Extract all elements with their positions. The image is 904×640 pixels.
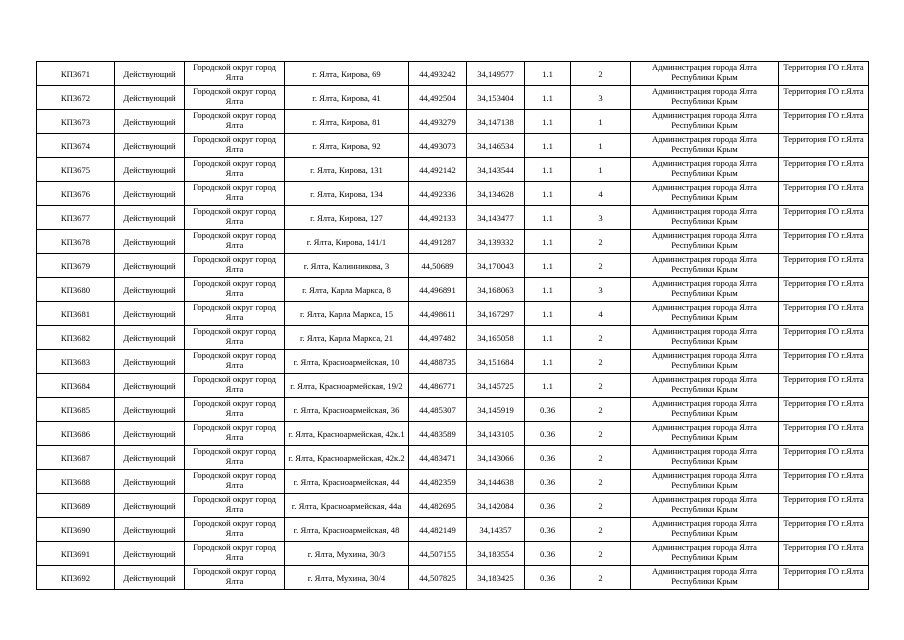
territory-cell: Территория ГО г.Ялта — [779, 350, 869, 374]
district-cell: Городской округ город Ялта — [185, 518, 285, 542]
latitude-cell: 44,483589 — [409, 422, 467, 446]
code-cell: КП3672 — [37, 86, 115, 110]
territory-cell: Территория ГО г.Ялта — [779, 542, 869, 566]
latitude-cell: 44,483471 — [409, 446, 467, 470]
latitude-cell: 44,50689 — [409, 254, 467, 278]
code-cell: КП3680 — [37, 278, 115, 302]
address-cell: г. Ялта, Карла Маркса, 21 — [285, 326, 409, 350]
longitude-cell: 34,143544 — [467, 158, 525, 182]
territory-cell: Территория ГО г.Ялта — [779, 110, 869, 134]
volume-cell: 0.36 — [525, 494, 571, 518]
district-cell: Городской округ город Ялта — [185, 470, 285, 494]
code-cell: КП3686 — [37, 422, 115, 446]
owner-cell: Администрация города Ялта Республики Крым — [631, 110, 779, 134]
territory-cell: Территория ГО г.Ялта — [779, 326, 869, 350]
count-cell: 2 — [571, 230, 631, 254]
status-cell: Действующий — [115, 446, 185, 470]
district-cell: Городской округ город Ялта — [185, 230, 285, 254]
code-cell: КП3676 — [37, 182, 115, 206]
address-cell: г. Ялта, Красноармейская, 36 — [285, 398, 409, 422]
count-cell: 2 — [571, 494, 631, 518]
status-cell: Действующий — [115, 350, 185, 374]
status-cell: Действующий — [115, 374, 185, 398]
table-row — [37, 302, 869, 326]
code-cell: КП3674 — [37, 134, 115, 158]
table-row — [37, 494, 869, 518]
territory-cell: Территория ГО г.Ялта — [779, 62, 869, 86]
address-cell: г. Ялта, Карла Маркса, 8 — [285, 278, 409, 302]
volume-cell: 0.36 — [525, 518, 571, 542]
table-body — [37, 62, 869, 590]
territory-cell: Территория ГО г.Ялта — [779, 158, 869, 182]
owner-cell: Администрация города Ялта Республики Крым — [631, 86, 779, 110]
code-cell: КП3685 — [37, 398, 115, 422]
count-cell: 2 — [571, 398, 631, 422]
count-cell: 1 — [571, 134, 631, 158]
table-row — [37, 422, 869, 446]
table-row — [37, 134, 869, 158]
longitude-cell: 34,168063 — [467, 278, 525, 302]
table-row — [37, 182, 869, 206]
code-cell: КП3673 — [37, 110, 115, 134]
latitude-cell: 44,491287 — [409, 230, 467, 254]
count-cell: 3 — [571, 278, 631, 302]
territory-cell: Территория ГО г.Ялта — [779, 86, 869, 110]
territory-cell: Территория ГО г.Ялта — [779, 494, 869, 518]
longitude-cell: 34,14357 — [467, 518, 525, 542]
territory-cell: Территория ГО г.Ялта — [779, 134, 869, 158]
district-cell: Городской округ город Ялта — [185, 254, 285, 278]
longitude-cell: 34,170043 — [467, 254, 525, 278]
latitude-cell: 44,482149 — [409, 518, 467, 542]
owner-cell: Администрация города Ялта Республики Крым — [631, 158, 779, 182]
address-cell: г. Ялта, Мухина, 30/3 — [285, 542, 409, 566]
district-cell: Городской округ город Ялта — [185, 494, 285, 518]
status-cell: Действующий — [115, 470, 185, 494]
territory-cell: Территория ГО г.Ялта — [779, 302, 869, 326]
table-row — [37, 62, 869, 86]
volume-cell: 0.36 — [525, 398, 571, 422]
volume-cell: 1.1 — [525, 326, 571, 350]
volume-cell: 1.1 — [525, 86, 571, 110]
territory-cell: Территория ГО г.Ялта — [779, 230, 869, 254]
count-cell: 2 — [571, 566, 631, 590]
count-cell: 1 — [571, 158, 631, 182]
territory-cell: Территория ГО г.Ялта — [779, 182, 869, 206]
longitude-cell: 34,165058 — [467, 326, 525, 350]
code-cell: КП3671 — [37, 62, 115, 86]
table-row — [37, 446, 869, 470]
latitude-cell: 44,507155 — [409, 542, 467, 566]
longitude-cell: 34,144638 — [467, 470, 525, 494]
volume-cell: 1.1 — [525, 278, 571, 302]
status-cell: Действующий — [115, 494, 185, 518]
status-cell: Действующий — [115, 302, 185, 326]
latitude-cell: 44,493073 — [409, 134, 467, 158]
longitude-cell: 34,145919 — [467, 398, 525, 422]
territory-cell: Территория ГО г.Ялта — [779, 446, 869, 470]
volume-cell: 1.1 — [525, 206, 571, 230]
table-row — [37, 398, 869, 422]
registry-table — [36, 61, 869, 590]
status-cell: Действующий — [115, 230, 185, 254]
latitude-cell: 44,493279 — [409, 110, 467, 134]
longitude-cell: 34,145725 — [467, 374, 525, 398]
territory-cell: Территория ГО г.Ялта — [779, 398, 869, 422]
table-row — [37, 326, 869, 350]
address-cell: г. Ялта, Кирова, 131 — [285, 158, 409, 182]
volume-cell: 1.1 — [525, 62, 571, 86]
district-cell: Городской округ город Ялта — [185, 422, 285, 446]
table-row — [37, 374, 869, 398]
table-row — [37, 206, 869, 230]
district-cell: Городской округ город Ялта — [185, 374, 285, 398]
longitude-cell: 34,139332 — [467, 230, 525, 254]
table-row — [37, 230, 869, 254]
volume-cell: 1.1 — [525, 134, 571, 158]
longitude-cell: 34,147138 — [467, 110, 525, 134]
address-cell: г. Ялта, Кирова, 127 — [285, 206, 409, 230]
latitude-cell: 44,486771 — [409, 374, 467, 398]
owner-cell: Администрация города Ялта Республики Крым — [631, 374, 779, 398]
owner-cell: Администрация города Ялта Республики Крым — [631, 470, 779, 494]
owner-cell: Администрация города Ялта Республики Крым — [631, 254, 779, 278]
table-row — [37, 254, 869, 278]
count-cell: 2 — [571, 470, 631, 494]
status-cell: Действующий — [115, 278, 185, 302]
latitude-cell: 44,507825 — [409, 566, 467, 590]
status-cell: Действующий — [115, 86, 185, 110]
address-cell: г. Ялта, Красноармейская, 42к.2 — [285, 446, 409, 470]
district-cell: Городской округ город Ялта — [185, 326, 285, 350]
table-row — [37, 86, 869, 110]
code-cell: КП3679 — [37, 254, 115, 278]
status-cell: Действующий — [115, 542, 185, 566]
territory-cell: Территория ГО г.Ялта — [779, 566, 869, 590]
owner-cell: Администрация города Ялта Республики Крым — [631, 182, 779, 206]
latitude-cell: 44,488735 — [409, 350, 467, 374]
longitude-cell: 34,183425 — [467, 566, 525, 590]
table-row — [37, 278, 869, 302]
territory-cell: Территория ГО г.Ялта — [779, 374, 869, 398]
address-cell: г. Ялта, Кирова, 141/1 — [285, 230, 409, 254]
count-cell: 2 — [571, 518, 631, 542]
count-cell: 2 — [571, 326, 631, 350]
table-row — [37, 158, 869, 182]
code-cell: КП3675 — [37, 158, 115, 182]
owner-cell: Администрация города Ялта Республики Крым — [631, 518, 779, 542]
owner-cell: Администрация города Ялта Республики Крым — [631, 326, 779, 350]
district-cell: Городской округ город Ялта — [185, 398, 285, 422]
address-cell: г. Ялта, Красноармейская, 10 — [285, 350, 409, 374]
longitude-cell: 34,143105 — [467, 422, 525, 446]
code-cell: КП3690 — [37, 518, 115, 542]
latitude-cell: 44,498611 — [409, 302, 467, 326]
volume-cell: 0.36 — [525, 446, 571, 470]
code-cell: КП3691 — [37, 542, 115, 566]
latitude-cell: 44,497482 — [409, 326, 467, 350]
count-cell: 2 — [571, 446, 631, 470]
code-cell: КП3688 — [37, 470, 115, 494]
longitude-cell: 34,143066 — [467, 446, 525, 470]
longitude-cell: 34,183554 — [467, 542, 525, 566]
district-cell: Городской округ город Ялта — [185, 206, 285, 230]
count-cell: 2 — [571, 254, 631, 278]
status-cell: Действующий — [115, 518, 185, 542]
owner-cell: Администрация города Ялта Республики Крым — [631, 446, 779, 470]
district-cell: Городской округ город Ялта — [185, 350, 285, 374]
latitude-cell: 44,482359 — [409, 470, 467, 494]
code-cell: КП3683 — [37, 350, 115, 374]
status-cell: Действующий — [115, 566, 185, 590]
district-cell: Городской округ город Ялта — [185, 134, 285, 158]
district-cell: Городской округ город Ялта — [185, 158, 285, 182]
code-cell: КП3678 — [37, 230, 115, 254]
latitude-cell: 44,492133 — [409, 206, 467, 230]
status-cell: Действующий — [115, 158, 185, 182]
status-cell: Действующий — [115, 110, 185, 134]
district-cell: Городской округ город Ялта — [185, 566, 285, 590]
code-cell: КП3684 — [37, 374, 115, 398]
territory-cell: Территория ГО г.Ялта — [779, 518, 869, 542]
latitude-cell: 44,492142 — [409, 158, 467, 182]
address-cell: г. Ялта, Кирова, 92 — [285, 134, 409, 158]
longitude-cell: 34,167297 — [467, 302, 525, 326]
table-row — [37, 350, 869, 374]
code-cell: КП3687 — [37, 446, 115, 470]
volume-cell: 1.1 — [525, 350, 571, 374]
count-cell: 3 — [571, 206, 631, 230]
volume-cell: 1.1 — [525, 182, 571, 206]
longitude-cell: 34,143477 — [467, 206, 525, 230]
owner-cell: Администрация города Ялта Республики Крым — [631, 230, 779, 254]
territory-cell: Территория ГО г.Ялта — [779, 470, 869, 494]
district-cell: Городской округ город Ялта — [185, 278, 285, 302]
count-cell: 4 — [571, 182, 631, 206]
territory-cell: Территория ГО г.Ялта — [779, 422, 869, 446]
address-cell: г. Ялта, Красноармейская, 44а — [285, 494, 409, 518]
district-cell: Городской округ город Ялта — [185, 182, 285, 206]
address-cell: г. Ялта, Красноармейская, 44 — [285, 470, 409, 494]
volume-cell: 0.36 — [525, 422, 571, 446]
owner-cell: Администрация города Ялта Республики Крым — [631, 422, 779, 446]
volume-cell: 1.1 — [525, 158, 571, 182]
district-cell: Городской округ город Ялта — [185, 542, 285, 566]
address-cell: г. Ялта, Кирова, 69 — [285, 62, 409, 86]
volume-cell: 1.1 — [525, 110, 571, 134]
volume-cell: 0.36 — [525, 470, 571, 494]
volume-cell: 1.1 — [525, 302, 571, 326]
address-cell: г. Ялта, Красноармейская, 19/2 — [285, 374, 409, 398]
volume-cell: 1.1 — [525, 230, 571, 254]
longitude-cell: 34,149577 — [467, 62, 525, 86]
latitude-cell: 44,496891 — [409, 278, 467, 302]
latitude-cell: 44,482695 — [409, 494, 467, 518]
address-cell: г. Ялта, Красноармейская, 48 — [285, 518, 409, 542]
code-cell: КП3677 — [37, 206, 115, 230]
table-row — [37, 566, 869, 590]
owner-cell: Администрация города Ялта Республики Крым — [631, 398, 779, 422]
code-cell: КП3692 — [37, 566, 115, 590]
volume-cell: 0.36 — [525, 542, 571, 566]
address-cell: г. Ялта, Кирова, 81 — [285, 110, 409, 134]
longitude-cell: 34,153404 — [467, 86, 525, 110]
code-cell: КП3689 — [37, 494, 115, 518]
count-cell: 2 — [571, 350, 631, 374]
volume-cell: 0.36 — [525, 566, 571, 590]
owner-cell: Администрация города Ялта Республики Крым — [631, 302, 779, 326]
status-cell: Действующий — [115, 398, 185, 422]
owner-cell: Администрация города Ялта Республики Крым — [631, 494, 779, 518]
volume-cell: 1.1 — [525, 254, 571, 278]
district-cell: Городской округ город Ялта — [185, 110, 285, 134]
table-row — [37, 542, 869, 566]
code-cell: КП3681 — [37, 302, 115, 326]
count-cell: 1 — [571, 110, 631, 134]
status-cell: Действующий — [115, 182, 185, 206]
count-cell: 3 — [571, 86, 631, 110]
status-cell: Действующий — [115, 254, 185, 278]
status-cell: Действующий — [115, 134, 185, 158]
territory-cell: Территория ГО г.Ялта — [779, 206, 869, 230]
longitude-cell: 34,146534 — [467, 134, 525, 158]
code-cell: КП3682 — [37, 326, 115, 350]
owner-cell: Администрация города Ялта Республики Крым — [631, 278, 779, 302]
status-cell: Действующий — [115, 62, 185, 86]
longitude-cell: 34,151684 — [467, 350, 525, 374]
status-cell: Действующий — [115, 326, 185, 350]
count-cell: 2 — [571, 62, 631, 86]
territory-cell: Территория ГО г.Ялта — [779, 278, 869, 302]
latitude-cell: 44,492504 — [409, 86, 467, 110]
table-row — [37, 110, 869, 134]
latitude-cell: 44,493242 — [409, 62, 467, 86]
address-cell: г. Ялта, Красноармейская, 42к.1 — [285, 422, 409, 446]
status-cell: Действующий — [115, 206, 185, 230]
longitude-cell: 34,142084 — [467, 494, 525, 518]
territory-cell: Территория ГО г.Ялта — [779, 254, 869, 278]
owner-cell: Администрация города Ялта Республики Крым — [631, 134, 779, 158]
address-cell: г. Ялта, Кирова, 41 — [285, 86, 409, 110]
latitude-cell: 44,492336 — [409, 182, 467, 206]
address-cell: г. Ялта, Калинникова, 3 — [285, 254, 409, 278]
address-cell: г. Ялта, Мухина, 30/4 — [285, 566, 409, 590]
owner-cell: Администрация города Ялта Республики Крым — [631, 542, 779, 566]
latitude-cell: 44,485307 — [409, 398, 467, 422]
table-row — [37, 470, 869, 494]
district-cell: Городской округ город Ялта — [185, 446, 285, 470]
count-cell: 2 — [571, 374, 631, 398]
count-cell: 2 — [571, 422, 631, 446]
count-cell: 4 — [571, 302, 631, 326]
district-cell: Городской округ город Ялта — [185, 62, 285, 86]
owner-cell: Администрация города Ялта Республики Крым — [631, 206, 779, 230]
address-cell: г. Ялта, Карла Маркса, 15 — [285, 302, 409, 326]
owner-cell: Администрация города Ялта Республики Крым — [631, 62, 779, 86]
district-cell: Городской округ город Ялта — [185, 302, 285, 326]
longitude-cell: 34,134628 — [467, 182, 525, 206]
status-cell: Действующий — [115, 422, 185, 446]
address-cell: г. Ялта, Кирова, 134 — [285, 182, 409, 206]
count-cell: 2 — [571, 542, 631, 566]
table-row — [37, 518, 869, 542]
owner-cell: Администрация города Ялта Республики Крым — [631, 350, 779, 374]
volume-cell: 1.1 — [525, 374, 571, 398]
district-cell: Городской округ город Ялта — [185, 86, 285, 110]
owner-cell: Администрация города Ялта Республики Крым — [631, 566, 779, 590]
